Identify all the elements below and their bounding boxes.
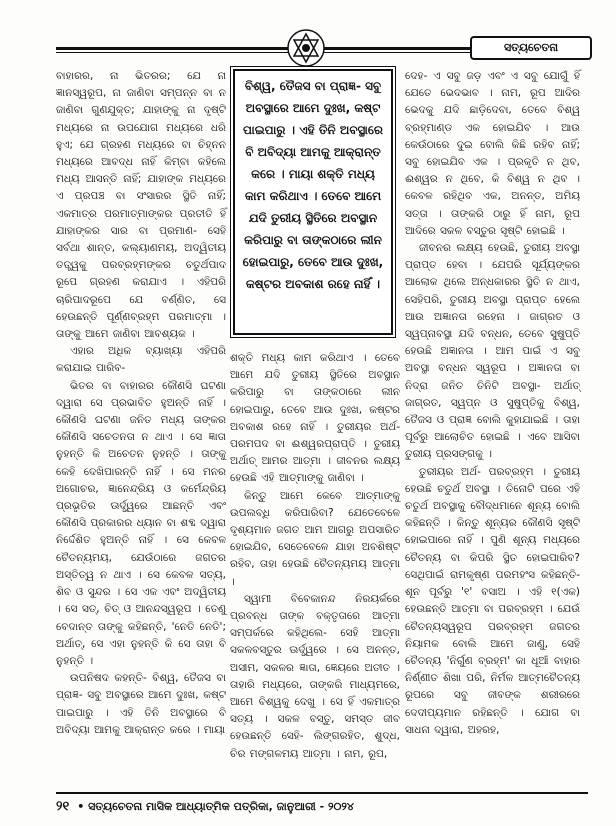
paragraph: କିନ୍ତୁ ଆମେ କେବେ ଆତ୍ମାଙ୍କୁ ଉପଲବ୍ଧି କରିପାରିବା? ଯେତେବେଳେ ଦୃଶ୍ୟମାନ ଜଗତ ଆମ ଆଗରୁ ଅପସାରିତ ହୋଇଯିବ, ସେତେବେଳେ ଯାହା ଅବଶିଷ୍ଟ ରହିବ, ତାହା ହେଉଛି ଚୈତନ୍ୟମୟ ଆତ୍ମା ।: [230, 489, 400, 588]
text-column-middle: [230, 350, 400, 763]
paragraph: ସ୍ୱାମୀ ବିବେକାନନ୍ଦ ନିରୟର୍କରେ ପ୍ରବନ୍ଧ ତାଙ୍କ ବକ୍ତୃତାରେ ଆତ୍ମା ସମ୍ପର୍କରେ କହିଥିଲେ- ସେହି ଆତ୍ମା ସକଳବସ୍ତୁର ଊର୍ଦ୍ଧ୍ୱରେ । ସେ ଅନନ୍ତ, ଅସୀମ, ସକଳର ଜ୍ଞାତା, ଜ୍ଞେୟରେ ଅତୀତ । ତାହାରି ମଧ୍ୟରେ, ତାଙ୍କରି ମାଧ୍ୟମରେ, ଆମେ ବିଶ୍ୱକୁ ଦେଖୁ । ସେ ହିଁ ଏକମାତ୍ର ସତ୍ୟ । ସକଳ ବସ୍ତୁ, ସମସ୍ତ ଜୀବ ହେଉଛନ୍ତି ସେହି- ଲିଙ୍ଗରହିତ, ଶୁଦ୍ଧ, ଚିର ମଙ୍ଗଳମୟ ଆତ୍ମା । ନାମ, ରୂପ,: [230, 592, 400, 760]
paragraph: ଦେହ- ଏ ସବୁ ଜଡ଼ ଏବଂ ଏ ସବୁ ଯୋଗୁଁ ହିଁ ଯେତେ ଭେଦଭାବ । ନାମ, ରୂପ ଆଦିର ଭେଦକୁ ଯଦି ଛାଡ଼ିଦେବା, ତେବେ ବିଶ୍ୱ ବ୍ରହ୍ମାଣ୍ଡ ଏକ ହୋଇଯିବ । ଆଉ କେଉଁଠାରେ ଦୁଇ ବୋଲି କିଛି ରହିବ ନାହିଁ; ସବୁ ହୋଇଯିବ ଏକ । ପ୍ରକୃତି ନ ଥିବ, ଈଶ୍ୱର ନ ଥିବେ, କି ବିଶ୍ୱ ନ ଥିବ । କେବଳ ରହିଥିବ ଏକ, ଅନନ୍ତ, ଅମିୟ ସତ୍ତା । ତାଙ୍କରି ଠାରୁ ହିଁ ନାମ, ରୂପ ଆଦିରେ ସକଳ ବସ୍ତୁର ସୃଷ୍ଟି ହୋଇଛି ।: [405, 70, 580, 237]
text-column-left: [56, 68, 226, 739]
paragraph: ତୁରୀୟର ଅର୍ଥ- ପରବ୍ରହ୍ମ । ତୁରୀୟ ହେଉଛି ଚତୁର୍ଥ ଅବସ୍ଥା । ତିନୋଟି ପରେ ଏହି ଚତୁର୍ଥ ଅବସ୍ଥାକୁ ବୌଦ୍ଧମାନେ ଶୂନ୍ୟ ବୋଲି କହିଛନ୍ତି । କିନ୍ତୁ ଶୂନ୍ୟର କୌଣସି ସୃଷ୍ଟି ହୋଇପାରେ ନାହିଁ । ପୁଣି ଶୂନ୍ୟ ମଧ୍ୟରେ ଚୈତନ୍ୟ ବା କିପରି ସ୍ଥିତ ହୋଇପାରିବ? ସେଥିପାଇଁ ରାମକୃଷ୍ଣ ପରମହଂସ କହିଛନ୍ତି- ଶୂନ ପୂର୍ବରୁ '୧' ବସାଅ । ଏହି ୧(ଏକ) ହେଉଛନ୍ତି ଆତ୍ମା ବା ପରବ୍ରହ୍ମ । ଯେଉଁ ଚୈତନ୍ୟସ୍ୱରୂପ ପରବ୍ରହ୍ମ ଜଗତର ନିୟାମକ ବୋଲି ଆମେ ଜାଣୁ, ସେହି ଚୈତନ୍ୟ 'ନିର୍ଗୁଣ ବ୍ରହ୍ମ' କା ଧୂଆଁ ବାହାର ନିର୍ଣ୍ଣୀତ ଶିଖା ପରି, ନିର୍ମଳ ଆତ୍ମଚୈତନ୍ୟ ରୂପରେ ସବୁ ଜୀବଙ୍କ ଶରୀରରେ ଦେଦୀପ୍ୟମାନ ରହିଛନ୍ତି । ଯୋଗ ବା ସାଧନା ଦ୍ୱାରା, ଅହରହ,: [405, 465, 580, 736]
pull-quote: ବିଶ୍ୱ, ତୈଜସ ବା ପ୍ରାଜ୍ଞ- ସବୁ ଅବସ୍ଥାରେ ଆମେ ଦୁଃଖ, କଷ୍ଟ ପାଇପାରୁ । ଏହି ତିନି ଅବସ୍ଥାରେ ବି ଅବିଦ୍ୟା ଆମକୁ ଆକ୍ରାନ୍ତ କରେ । ମାୟା ଶକ୍ତି ମଧ୍ୟ କାମ କରିଥାଏ । ତେବେ ଆମେ ଯଦି ତୁରୀୟ ସ୍ଥିତିରେ ଅବସ୍ଥାନ କରିପାରୁ ବା ତାଙ୍କଠାରେ ଲୀନ ହୋଇପାରୁ, ତେବେ ଆଉ ଦୁଃଖ, କଷ୍ଟର ଅବକାଶ ରହେ ନାହିଁ ।: [230, 66, 396, 338]
paragraph: ଭିତର ବା ବାହାରର କୌଣସି ଘଟଣା ଦ୍ୱାରା ସେ ପ୍ରଭାବିତ ହୁଅନ୍ତି ନାହିଁ । କୌଣସି ଘଟଣା ଜନିତ ମଧ୍ୟ ତାଙ୍କର କୌଣସି ସଚେତନତା ନ ଥାଏ । ସେ ଜ୍ଞାତା ନୁହନ୍ତି କି ଅଚେତନ ନୁହନ୍ତି । ତାଙ୍କୁ କେହି ଦେଖିପାରନ୍ତି ନାହିଁ । ସେ ମନର ଅଗୋଚର, ଜ୍ଞାନେନ୍ଦ୍ରିୟ ଓ କର୍ମେନ୍ଦ୍ରିୟ ପ୍ରଭୃତିର ଊର୍ଦ୍ଧ୍ୱରେ ଆଛନ୍ତି ଏବଂ କୌଣସି ପ୍ରକାରର ଧ୍ୟାନ ବା ଶବ୍ଦ ଦ୍ୱାରା ନିର୍ଦ୍ଦେଶିତ ହୁଅନ୍ତି ନାହିଁ । ସେ କେବଳ ଚୈତନ୍ୟମୟ, ଯେଉଁଠାରେ ଜଗତର ଅସ୍ତିତ୍ୱ ନ ଥାଏ । ସେ କେବଳ ସତ୍ୟ, ଶିବ ଓ ସୁନ୍ଦର । ସେ ଏକ ଏବଂ ଅଦ୍ୱିତୀୟ । ସେ ସତ୍, ଚିତ୍ ଓ ଆନନ୍ଦସ୍ୱରୂପ । ତେଣୁ ବେଦାନ୍ତ ତାଙ୍କୁ କହିଛନ୍ତି, 'ନେତି ନେତି'; ଅର୍ଥାତ୍, ସେ ଏହା ନୁହନ୍ତି କି ସେ ତାହା ବି ନୁହନ୍ତି ।: [56, 379, 226, 667]
paragraph: ଶକ୍ତି ମଧ୍ୟ କାମ କରିଥାଏ । ତେବେ ଆମେ ଯଦି ତୁରୀୟ ସ୍ଥିତିରେ ଅବସ୍ଥାନ କରିପାରୁ ବା ତାଙ୍କଠାରେ ଲୀନ ହୋଇପାରୁ, ତେବେ ଆଉ ଦୁଃଖ, କଷ୍ଟର ଅବକାଶ ରହେ ନାହିଁ । ତୁରୀୟର ଅର୍ଥ- ପରମପଦ ବା ଈଶ୍ୱରପ୍ରାପ୍ତି । ତୁରୀୟ ଅର୍ଥାତ୍ ଆମର ଆତ୍ମା । ଜୀବନର ଲକ୍ଷ୍ୟ ହେଉଛି ଏହି ଆତ୍ମାଙ୍କୁ ଜାଣିବା ।: [230, 352, 400, 485]
paragraph: ଜୀବନର ଲକ୍ଷ୍ୟ ହେଉଛି, ତୁରୀୟ ଅବସ୍ଥା ପ୍ରାପ୍ତ ହେବା । ଯେପରି ସୂର୍ଯ୍ୟଙ୍କର ଆଲୋକ ଥିଲେ ଅନ୍ଧକାରର ସ୍ଥିତି ନ ଥାଏ, ସେହିପରି, ତୁରୀୟ ଅବସ୍ଥା ପ୍ରାପ୍ତ ହେଲେ ଆଉ ଅଜ୍ଞାନତା ରହେନା । ଜାଗ୍ରତ ଓ ସ୍ୱପ୍ନାବସ୍ଥା ଯଦି ବନ୍ଧନ, ତେବେ ସୁଷୁପ୍ତି ହେଉଛି ଅଜ୍ଞାନତା । ଆମ ପାଇଁ ଏ ସବୁ ଅବସ୍ଥା ବନ୍ଧନ ସ୍ୱରୂପ । ଅଜ୍ଞାନତା ବା ନିଦ୍ରା ଜନିତ ତିନିଟି ଅବସ୍ଥା- ଅର୍ଥାତ୍ ଜାଗ୍ରତ, ସ୍ୱପ୍ନ ଓ ସୁଷୁପ୍ତିକୁ ବିଶ୍ୱ, ତୈଜସ ଓ ପ୍ରାଜ୍ଞ ବୋଲି କୁହାଯାଇଛି । ତାହା ପୂର୍ବରୁ ଆଲୋଚିତ ହୋଇଛି । ଏବେ ଆସିବା ତୁରୀୟ ପ୍ରସଙ୍ଗକୁ ।: [405, 242, 580, 461]
ornament-emblem-icon: [286, 28, 326, 68]
page-footer: [56, 796, 588, 818]
page-number: ୨୧: [56, 799, 70, 814]
footer-publication: • ସତ୍ୟଚେତନା ମାସିକ ଆଧ୍ୟାତ୍ମିକ ପତ୍ରିକା, ଜାନୁଆରୀ - ୨୦୨୪: [77, 800, 354, 813]
paragraph: ଉପନିଷଦ କହନ୍ତି- ବିଶ୍ୱ, ତୈଜସ ବା ପ୍ରାଜ୍ଞ- ସବୁ ଅବସ୍ଥାରେ ଆମେ ଦୁଃଖ, କଷ୍ଟ ପାଇପାରୁ । ଏହି ତିନି ଅବସ୍ଥାରେ ବି ଅବିଦ୍ୟା ଆମକୁ ଆକ୍ରାନ୍ତ କରେ । ମାୟା: [56, 672, 226, 736]
header-rule: [56, 47, 476, 50]
magazine-masthead: ସତ୍ୟଚେତନା: [470, 36, 592, 60]
paragraph: ଏହାର ଅଧିକ ବ୍ୟାଖ୍ୟା ଏହିପରି କରାଯାଇ ପାରିବ-: [56, 345, 226, 375]
header-rule-thin: [56, 52, 476, 53]
text-column-right: [405, 68, 580, 739]
footer-rule: [56, 792, 588, 794]
paragraph: ବାହାରର, ନା ଭିତରର; ଯେ ନା ଜ୍ଞାନସ୍ୱରୂପ, ନା ଜାଣିବା ସମ୍ପନ୍ନ ବା ନ ଜାଣିବା ଗୁଣଯୁକ୍ତ; ଯାହାଙ୍କୁ ନା ଦୃଷ୍ଟି ମଧ୍ୟରେ ନା ଉପଯୋଗ ମଧ୍ୟରେ ଧରି ହୁଏ; ଯେ ଗ୍ରହଣ ମଧ୍ୟରେ ବା ଚିହ୍ନନ ମଧ୍ୟରେ ଆବଦ୍ଧ ନାହିଁ କିମ୍ବା କହିଲେ ମଧ୍ୟ ଆସନ୍ତି ନାହିଁ; ଯାହାଙ୍କ ମଧ୍ୟରେ ଏ ପ୍ରପଞ୍ଚ ବା ସଂସାରର ସ୍ଥିତି ନାହିଁ; ଏକମାତ୍ର ପରମାତ୍ମାଙ୍କର ପ୍ରତୀତି ହିଁ ଯାହାଙ୍କର ସାର ବା ପ୍ରମାଣ- ସେହି ସର୍ବଥା ଶାନ୍ତ, କଲ୍ୟାଣମୟ, ଅଦ୍ୱିତୀୟ ତତ୍ତ୍ୱକୁ ପରବ୍ରହ୍ମଙ୍କର ଚତୁର୍ଥପାଦ ରୂପେ ଗ୍ରହଣ କରାଯାଏ । ଏହିପରି ଚାରିପାଦରୂପେ ଯେ ବର୍ଣ୍ଣିତ, ସେ ହେଉଛନ୍ତି ପୂର୍ଣ୍ଣବ୍ରହ୍ମ ପରମାତ୍ମା । ତାଙ୍କୁ ଆମେ ଜାଣିବା ଆବଶ୍ୟକ ।: [56, 70, 226, 341]
